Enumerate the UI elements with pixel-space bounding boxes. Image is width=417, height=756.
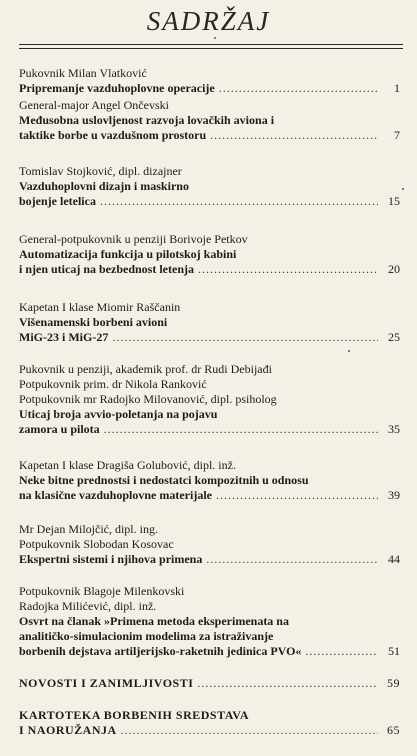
toc-entry[interactable] <box>19 66 400 96</box>
page-number: 59 <box>387 676 400 690</box>
dot-leader <box>100 194 378 209</box>
toc-entry[interactable] <box>19 584 400 659</box>
entry-title: na klasične vazduhoplovne materijale <box>19 488 213 502</box>
dot-leader <box>216 488 378 503</box>
entry-title: Osvrt na članak »Primena metoda eksperimenata na <box>19 614 289 628</box>
entry-title: zamora u pilota <box>19 422 100 436</box>
entry-title: analitičko-simulacionim modelima za istraživanje <box>19 629 274 643</box>
page-number: 20 <box>388 262 400 276</box>
toc-entry[interactable] <box>19 362 400 437</box>
toc-entry[interactable] <box>19 522 400 567</box>
entry-title-line <box>19 194 400 209</box>
entry-title: Ekspertni sistemi i njihova primena <box>19 552 203 566</box>
entry-title-line <box>19 407 400 422</box>
entry-title-line <box>19 179 400 194</box>
entry-title: bojenje letelica <box>19 194 96 208</box>
dot-leader <box>219 81 378 96</box>
section-title-line <box>19 708 400 723</box>
entry-title-line <box>19 315 400 330</box>
print-speck <box>214 37 216 39</box>
page-number: 39 <box>388 488 400 502</box>
entry-title-line <box>19 128 400 143</box>
dot-leader <box>198 262 378 277</box>
entry-title-line <box>19 614 400 629</box>
toc-entry[interactable] <box>19 164 400 209</box>
section-title: KARTOTEKA BORBENIH SREDSTAVA <box>19 708 250 722</box>
dot-leader <box>104 422 378 437</box>
entry-title-line <box>19 113 400 128</box>
toc-entry[interactable] <box>19 300 400 345</box>
dot-leader <box>197 676 378 691</box>
toc-entry[interactable] <box>19 458 400 503</box>
page-number: 15 <box>388 194 400 208</box>
entry-title: Automatizacija funkcija u pilotskoj kabini <box>19 247 237 261</box>
dot-leader <box>206 552 378 567</box>
entry-title-line <box>19 629 400 644</box>
entry-author: General-potpukovnik u penziji Borivoje Petkov <box>19 232 248 246</box>
entry-title: Vazduhoplovni dizajn i maskirno <box>19 179 189 193</box>
page-number: 35 <box>388 422 400 436</box>
entry-author: Tomislav Stojković, dipl. dizajner <box>19 164 182 178</box>
title-divider-secondary <box>19 48 403 49</box>
section-title: NOVOSTI I ZANIMLJIVOSTI <box>19 676 194 690</box>
entry-title: Uticaj broja avvio-poletanja na pojavu <box>19 407 218 421</box>
dot-leader <box>210 128 378 143</box>
entry-author: Radojka Milićević, dipl. inž. <box>19 599 157 613</box>
page-number: 25 <box>388 330 400 344</box>
entry-author: General-major Angel Ončevski <box>19 98 169 112</box>
entry-title: taktike borbe u vazdušnom prostoru <box>19 128 207 142</box>
title-divider <box>19 44 403 45</box>
entry-title-line <box>19 330 400 345</box>
print-speck <box>402 188 404 190</box>
entry-title-line <box>19 488 400 503</box>
toc-section[interactable] <box>19 708 400 738</box>
page-number: 44 <box>388 552 400 566</box>
entry-title: Neke bitne prednostsi i nedostatci kompozitnih u odnosu <box>19 473 309 487</box>
section-title: I NAORUŽANJA <box>19 723 117 737</box>
entry-title: Višenamenski borbeni avioni <box>19 315 168 329</box>
toc-entry[interactable] <box>19 232 400 277</box>
entry-title: MiG-23 i MiG-27 <box>19 330 109 344</box>
entry-title-line <box>19 422 400 437</box>
page-number: 1 <box>394 81 400 95</box>
entry-title-line <box>19 262 400 277</box>
entry-title-line <box>19 552 400 567</box>
entry-author: Potpukovnik prim. dr Nikola Ranković <box>19 377 207 391</box>
section-title-line <box>19 723 400 738</box>
entry-author: Potpukovnik Slobodan Kosovac <box>19 537 174 551</box>
entry-author: Kapetan I klase Dragiša Golubović, dipl. inž. <box>19 458 236 472</box>
page-number: 65 <box>387 723 400 737</box>
toc-entry[interactable] <box>19 98 400 143</box>
print-speck <box>348 350 350 352</box>
entry-title-line <box>19 247 400 262</box>
entry-author: Kapetan I klase Miomir Raščanin <box>19 300 181 314</box>
page-title: SADRŽAJ <box>146 6 271 36</box>
dot-leader <box>112 330 378 345</box>
entry-author: Mr Dejan Milojčić, dipl. ing. <box>19 522 158 536</box>
entry-title-line <box>19 473 400 488</box>
dot-leader <box>305 644 378 659</box>
entry-title: i njen uticaj na bezbednost letenja <box>19 262 194 276</box>
section-title-line <box>19 676 400 691</box>
entry-author: Potpukovnik Blagoje Milenkovski <box>19 584 185 598</box>
entry-title-line <box>19 644 400 659</box>
toc-section[interactable] <box>19 676 400 691</box>
entry-title-line <box>19 81 400 96</box>
entry-title: Međusobna uslovljenost razvoja lovačkih aviona i <box>19 113 275 127</box>
entry-title: borbenih dejstava artiljerijsko-raketnih jedinica PVO« <box>19 644 302 658</box>
entry-author: Potpukovnik mr Radojko Milovanović, dipl. psiholog <box>19 392 277 406</box>
dot-leader <box>121 723 378 738</box>
page-number: 51 <box>388 644 400 658</box>
entry-author: Pukovnik u penziji, akademik prof. dr Rudi Debijađi <box>19 362 272 376</box>
entry-author: Pukovnik Milan Vlatković <box>19 66 147 80</box>
entry-title: Pripremanje vazduhoplovne operacije <box>19 81 215 95</box>
page-number: 7 <box>394 128 400 142</box>
